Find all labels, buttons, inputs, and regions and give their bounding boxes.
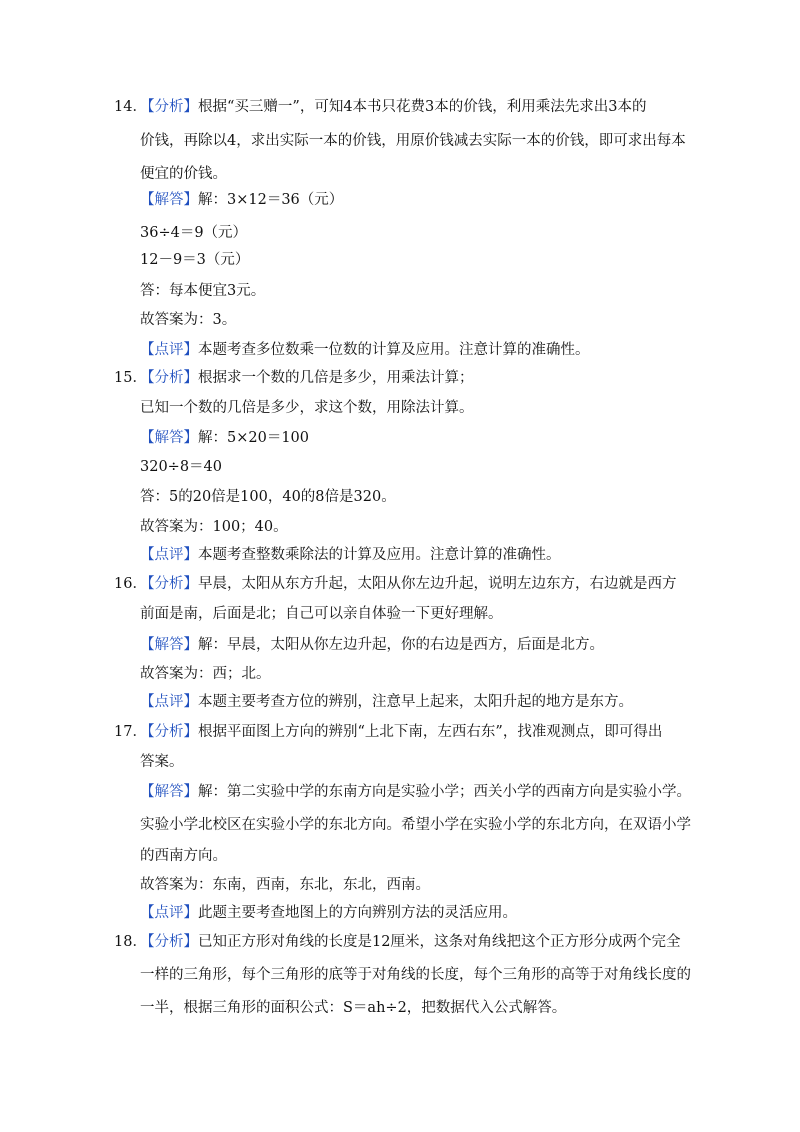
- analysis-tag: 【分析】: [140, 370, 198, 386]
- item-17-analysis-line-1: [114, 722, 662, 742]
- answer-text: 36÷4＝9（元）: [140, 225, 248, 241]
- comment-tag: 【点评】: [140, 547, 198, 563]
- item-15-comment-line: [140, 545, 561, 565]
- item-16-answer-line: [140, 635, 604, 655]
- comment-text: 此题主要考查地图上的方向辨别方法的灵活应用。: [198, 905, 517, 921]
- answer-text: 故答案为：100；40。: [140, 519, 288, 535]
- analysis-text: 答案。: [140, 754, 184, 770]
- answer-text: 解：5×20＝100: [198, 430, 310, 446]
- analysis-tag: 【分析】: [140, 99, 198, 115]
- item-number: 18．: [114, 934, 147, 950]
- answer-tag: 【解答】: [140, 784, 198, 800]
- answer-text: 解：早晨，太阳从你左边升起，你的右边是西方，后面是北方。: [198, 637, 604, 653]
- analysis-text: 前面是南，后面是北；自己可以亲自体验一下更好理解。: [140, 606, 503, 622]
- analysis-tag: 【分析】: [140, 576, 198, 592]
- answer-text: 解：3×12＝36（元）: [198, 192, 344, 208]
- analysis-text: 已知正方形对角线的长度是12厘米，这条对角线把这个正方形分成两个完全: [198, 934, 681, 950]
- comment-text: 本题主要考查方位的辨别，注意早上起来，太阳升起的地方是东方。: [198, 694, 633, 710]
- item-14-answer-line: [140, 190, 343, 210]
- comment-tag: 【点评】: [140, 905, 198, 921]
- item-17-answer-line: [140, 782, 691, 802]
- analysis-text: 一样的三角形，每个三角形的底等于对角线的长度，每个三角形的高等于对角线长度的: [140, 967, 691, 983]
- item-number: 16．: [114, 576, 147, 592]
- analysis-text: 根据求一个数的几倍是多少，用乘法计算；: [198, 370, 474, 386]
- analysis-tag: 【分析】: [140, 934, 198, 950]
- item-18-analysis-line-1: [114, 932, 680, 952]
- analysis-text: 已知一个数的几倍是多少，求这个数，用除法计算。: [140, 400, 474, 416]
- comment-tag: 【点评】: [140, 342, 198, 358]
- item-14-comment-line: [140, 340, 590, 360]
- analysis-text: 根据“买三赠一”，可知4本书只花费3本的价钱，利用乘法先求出3本的: [198, 99, 647, 115]
- comment-text: 本题考查多位数乘一位数的计算及应用。注意计算的准确性。: [198, 342, 590, 358]
- answer-text: 答：每本便宜3元。: [140, 283, 266, 299]
- analysis-text: 便宜的价钱。: [140, 166, 227, 182]
- answer-text: 12－9＝3（元）: [140, 252, 250, 268]
- comment-text: 本题考查整数乘除法的计算及应用。注意计算的准确性。: [198, 547, 561, 563]
- item-14-analysis-line-1: [114, 97, 647, 117]
- analysis-text: 价钱，再除以4，求出实际一本的价钱，用原价钱减去实际一本的价钱，即可求出每本: [140, 133, 686, 149]
- answer-text: 的西南方向。: [140, 848, 227, 864]
- answer-text: 解：第二实验中学的东南方向是实验小学；西关小学的西南方向是实验小学。: [198, 784, 691, 800]
- item-number: 15．: [114, 370, 147, 386]
- item-number: 17．: [114, 724, 147, 740]
- answer-tag: 【解答】: [140, 192, 198, 208]
- analysis-text: 根据平面图上方向的辨别“上北下南，左西右东”，找准观测点，即可得出: [198, 724, 663, 740]
- answer-text: 故答案为：西；北。: [140, 666, 271, 682]
- analysis-tag: 【分析】: [140, 724, 198, 740]
- analysis-text: 一半，根据三角形的面积公式：S＝ah÷2，把数据代入公式解答。: [140, 1000, 567, 1016]
- item-16-analysis-line-1: [114, 574, 677, 594]
- item-15-answer-line: [140, 428, 309, 448]
- answer-text: 故答案为：东南，西南，东北，东北，西南。: [140, 877, 430, 893]
- item-17-comment-line: [140, 903, 517, 923]
- answer-text: 答：5的20倍是100，40的8倍是320。: [140, 489, 396, 505]
- answer-text: 故答案为：3。: [140, 312, 237, 328]
- item-16-comment-line: [140, 692, 633, 712]
- answer-text: 320÷8＝40: [140, 459, 223, 475]
- analysis-text: 早晨，太阳从东方升起，太阳从你左边升起，说明左边东方，右边就是西方: [198, 576, 677, 592]
- answer-text: 实验小学北校区在实验小学的东北方向。希望小学在实验小学的东北方向，在双语小学: [140, 817, 691, 833]
- item-number: 14．: [114, 99, 147, 115]
- answer-tag: 【解答】: [140, 637, 198, 653]
- comment-tag: 【点评】: [140, 694, 198, 710]
- item-15-analysis-line-1: [114, 368, 474, 388]
- answer-tag: 【解答】: [140, 430, 198, 446]
